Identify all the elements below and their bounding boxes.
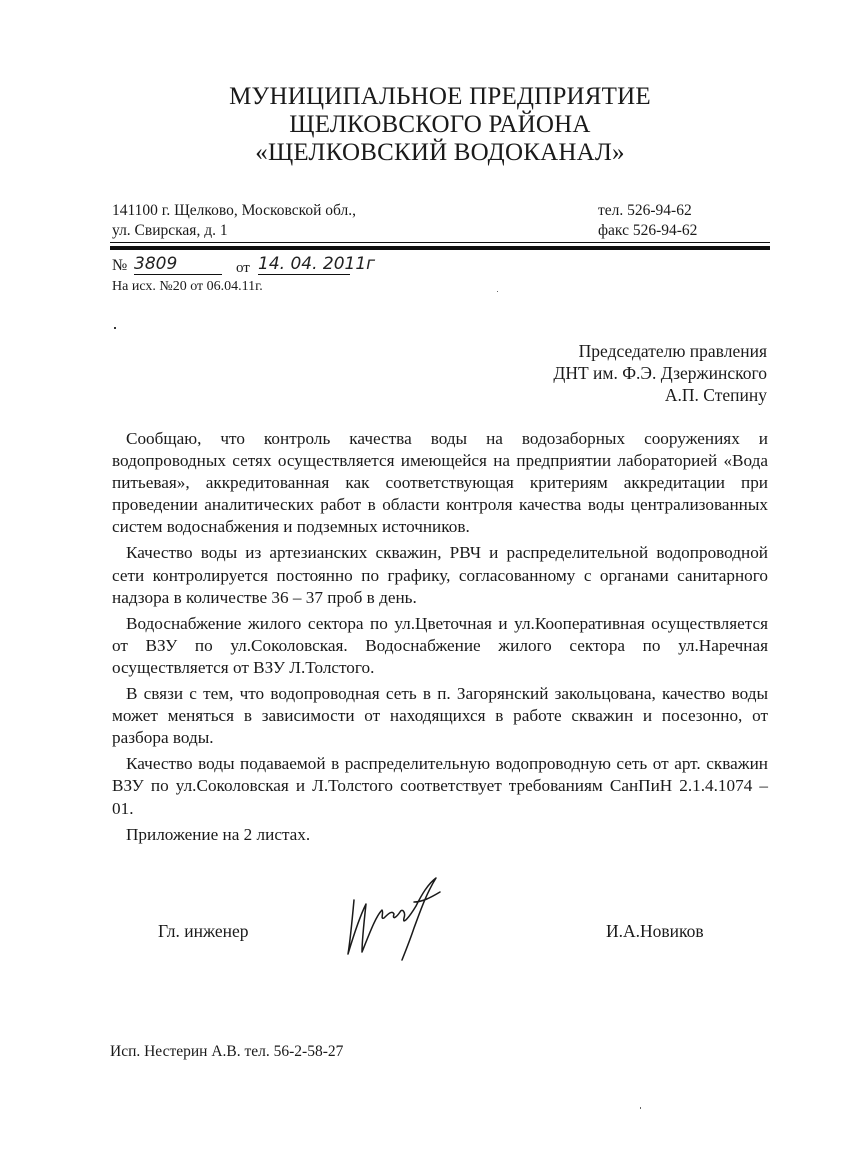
reg-date: 14. 04. 2011г [258,254,376,274]
paragraph-2: Качество воды из артезианских скважин, РВЧ и распределительной водопроводной сети контролируется постоянно по графику, согласованному с органами санитарного надзора в количестве 36 – 37 проб в день. [112,543,768,607]
paragraph-5: Качество воды подаваемой в распределительную водопроводную сеть от арт. скважин ВЗУ по ул.Соколовская и Л.Толстого соответствует требованиям СанПиН 2.1.4.1074 – 01. [112,754,768,818]
paragraph-4: В связи с тем, что водопроводная сеть в п. Загорянский закольцована, качество воды может меняться в зависимости от находящихся в работе скважин и посезонно, от разбора воды. [112,684,768,748]
reg-date-prefix: от [236,260,250,276]
header-rule-thick [110,246,770,250]
scan-speck [640,1107,641,1109]
letter-body [112,428,768,850]
address-line-2: ул. Свирская, д. 1 [112,222,228,239]
executor-info: Исп. Нестерин А.В. тел. 56-2-58-27 [110,1043,344,1060]
addressee-line-3: А.П. Степину [664,385,767,405]
phone-number: тел. 526-94-62 [598,202,692,219]
addressee-line-1: Председателю правления [578,341,767,361]
scan-speck [497,291,498,292]
org-name-line-3: «ЩЕЛКОВСКИЙ ВОДОКАНАЛ» [255,139,625,166]
org-name-line-1: МУНИЦИПАЛЬНОЕ ПРЕДПРИЯТИЕ [229,83,651,110]
handwritten-signature [340,872,450,964]
reply-reference: На исх. №20 от 06.04.11г. [112,279,263,294]
reg-number: 3809 [134,254,222,275]
addressee-block [553,340,767,406]
paragraph-1: Сообщаю, что контроль качества воды на водозаборных сооружениях и водопроводных сетях осуществляется имеющейся на предприятии лабораторией «Вода питьевая», аккредитованная как соответствующая критериям аккредитации при проведении аналитических работ в области контроля качества воды централизованных систем водоснабжения и подземных источников. [112,429,768,537]
signatory-name: И.А.Новиков [606,921,704,941]
address-line-1: 141100 г. Щелково, Московской обл., [112,202,357,219]
signatory-position: Гл. инженер [158,921,249,941]
scan-speck [114,327,116,329]
reg-number-prefix: № [112,257,128,274]
fax-number: факс 526-94-62 [598,222,698,239]
org-name-line-2: ЩЕЛКОВСКОГО РАЙОНА [289,111,591,138]
paragraph-6: Приложение на 2 листах. [126,824,311,844]
paragraph-3: Водоснабжение жилого сектора по ул.Цветочная и ул.Кооперативная осуществляется от ВЗУ по ул.Соколовская. Водоснабжение жилого сектора по ул.Наречная осуществляется от ВЗУ Л.Толстого. [112,613,768,677]
addressee-line-2: ДНТ им. Ф.Э. Дзержинского [553,363,767,383]
header-rule-thin [110,242,770,243]
